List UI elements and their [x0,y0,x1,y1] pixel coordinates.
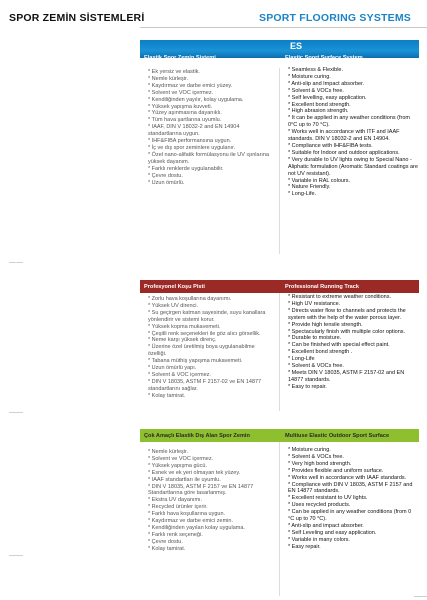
feature-item: * Ekstra UV dayanımı. [148,497,203,504]
page-title-en: SPORT FLOORING SYSTEMS [259,12,411,24]
feature-item: * Kendiliğinden yayılır, kolay uygulama. [148,96,244,103]
feature-list-en [288,447,418,551]
feature-item: * Yüksek yapışma gücü. [148,462,207,469]
feature-item: * Recycled ürünler içerir. [148,504,208,511]
feature-item: * Excellent bond strength . [288,349,353,356]
feature-item: * Durable to moisture. [288,335,342,342]
feature-item: * Meets DIN V 18035, ASTM F 2157-02 and EN 14877 standards. [288,369,405,383]
feature-item: * Solvent & VOCs free. [288,87,344,94]
feature-item: * Spectacularly finish with multiple color options. [288,328,406,335]
feature-item: * Çevre dostu. [148,538,183,545]
feature-item: * Kaydırmaz ve darbe emici zemin. [148,518,233,525]
page-header [0,0,427,36]
feature-item: * Su geçirgen katman sayesinde, suyu kanallara yönlendirir ve sistemi korur. [148,309,266,323]
feature-item: * Farklı hava koşullarına uygun. [148,511,226,518]
feature-item: * IAAF standartları ile uyumlu. [148,476,221,483]
feature-item: * Easy repair. [288,543,321,550]
section-code: ES [290,41,303,51]
feature-item: * Nature Friendly. [288,184,331,191]
feature-item: * Çevre dostu. [148,172,183,179]
feature-item: * Farklı renk seçeneği. [148,531,203,538]
feature-item: * Solvent & VOCs free. [288,453,344,460]
feature-item: * Works well in accordance with IAAF standards. [288,474,407,481]
feature-list-tr [148,296,274,400]
feature-item: * Seamless & Flexible. [288,67,344,73]
feature-item: * Uzun ömürlü. [148,179,185,186]
feature-item: * Solvent ve VOC içermez. [148,455,214,462]
feature-item: * Yüksek yapışma kuvveti. [148,103,213,110]
feature-item: * Anti-slip and impact absorber. [288,522,364,529]
page-title-tr: SPOR ZEMİN SİSTEMLERİ [9,12,145,24]
section-title-tr: Çok Amaçlı Elastik Dış Alan Spor Zemin [144,432,250,439]
feature-item: * Anti-slip and Impact absorber. [288,80,365,87]
column-divider [279,293,280,411]
edge-mark [9,412,23,413]
feature-item: * Nemle kürleşir. [148,75,189,82]
feature-item: * Can be finished with special effect paint. [288,342,390,349]
footer-mark [414,596,427,597]
feature-list-tr [148,69,274,186]
feature-item: * DIN V 18035, ASTM F 2157-02 ve EN 14877 standartlarını sağlar. [148,378,262,392]
feature-item: * Suitable for Indoor and outdoor applications. [288,149,400,156]
feature-item: * Yüzey aşınmasına dayanıklı. [148,110,222,117]
feature-item: * Solvent ve VOC içermez. [148,89,214,96]
section-title-bar [140,429,419,442]
feature-item: * Can be applied in any weather conditions (from 0 °C up to 70 °C). [288,509,412,523]
column-divider [279,442,280,596]
feature-item: * Excellent bond strength. [288,101,351,108]
feature-item: * Provides flexible and uniform surface. [288,467,384,474]
feature-item: * Very high bond strength. [288,460,352,467]
column-divider [279,68,280,254]
feature-item: * Üzerine özel üretilmiş boya uygulanabilme özelliği. [148,344,255,358]
feature-item: * Long-Life. [288,191,317,198]
section-title-en: Elastic Sport Surface System [285,55,363,61]
feature-item: * Resistant to extreme weather conditions. [288,294,392,300]
feature-item: * Kaydırmaz ve darbe emici yüzey. [148,82,233,89]
section-title-bar [140,41,419,61]
feature-item: * Self Leveling and easy application. [288,529,377,536]
feature-item: * IHF&FIBA performansına uygun. [148,138,232,145]
feature-item: * Farklı renklerde uygulanabilir. [148,165,224,172]
feature-item: * Easy to repair. [288,383,327,390]
feature-item: * Moisture curing. [288,447,331,453]
section-title-tr: Profesyonel Koşu Pisti [144,283,205,290]
feature-item: * Self levelling, easy application. [288,94,367,101]
feature-item: * İç ve dış spor zeminlere uygulanır. [148,144,236,151]
feature-item: * Esnek ve ek yeri olmayan tek yüzey. [148,469,241,476]
feature-item: * High abrasion strength. [288,108,349,115]
feature-item: * Very durable to UV lights owing to Special Nano - Aliphatic formulation (Aromatic Standard coatings are not UV resistant). [288,156,418,177]
feature-item: * Kendiliğinden yayılan kolay uygulama. [148,524,245,531]
feature-item: * Çeşitli renk seçenekleri ile göz alıcı görsellik. [148,330,261,337]
feature-item: * Solvent & VOCs free. [288,363,344,370]
feature-item: * Uzun ömürlü yapı. [148,365,197,372]
edge-mark [9,262,23,263]
section-title-en: Professional Running Track [285,283,359,290]
feature-list-tr [148,449,274,553]
feature-item: * Kolay tamirat. [148,392,186,399]
feature-item: * Long-Life [288,356,315,363]
feature-item: * Variable in many colors. [288,536,350,543]
feature-item: * Compliance with DIN V 18035, ASTM F 2157 and EN 14877 standards. [288,481,413,495]
feature-item: * IAAF, DIN V 18032-2 and EN 14904 standartlarına uygun. [148,124,240,138]
feature-item: * Nemle kürleşir. [148,449,189,455]
feature-item: * Yüksek kopma mukavemeti. [148,323,221,330]
feature-item: * Zorlu hava koşullarına dayanımı. [148,296,232,302]
feature-list-en [288,67,418,198]
edge-mark [9,555,23,556]
feature-item: * Compliance with IHF&FIBA tests. [288,142,373,149]
feature-item: * Variable in RAL colours. [288,177,351,184]
feature-item: * DIN V 18035, ASTM F 2157 ve EN 14877 Standartlarına göre tasarlanmış. [148,483,254,497]
feature-item: * Provide high tensile strength. [288,321,363,328]
feature-item: * Excellent resistant to UV lights. [288,495,368,502]
feature-item: * Neme karşı yüksek direnç. [148,337,217,344]
section-title-bar [140,280,419,293]
feature-item: * Solvent & VOC içermez. [148,371,211,378]
feature-item: * Uses recycled products. [288,502,351,509]
feature-item: * Kolay tamirat. [148,545,186,552]
header-rule [140,27,427,28]
feature-item: * Moisture curing. [288,73,331,80]
section-title-tr: Elastik Spor Zemin Sistemi [144,55,216,61]
section-title-en: Multiuse Elastic Outdoor Sport Surface [285,432,390,439]
feature-item: * High UV resistance. [288,300,341,307]
feature-item: * Ek yersiz ve elastik. [148,69,200,75]
feature-item: * Yüksek UV direnci. [148,302,199,309]
feature-list-en [288,294,418,391]
feature-item: * Works well in accordance with ITF and IAAF standards. DIN V 18032-2 and EN 14904. [288,129,400,143]
feature-item: * Tabana müthiş yapışma mukavemeti. [148,358,243,365]
feature-item: * Tüm hava şartlarına uyumlu. [148,117,222,124]
feature-item: * Özel nano-alifatik formülasyonu ile UV ışınlarına yüksek dayanım. [148,151,270,165]
feature-item: * It can be applied in any weather conditions (from 0°C up to 70 °C). [288,115,410,129]
feature-item: * Directs water flow to channels and protects the system with the help of the water porous layer. [288,307,406,321]
